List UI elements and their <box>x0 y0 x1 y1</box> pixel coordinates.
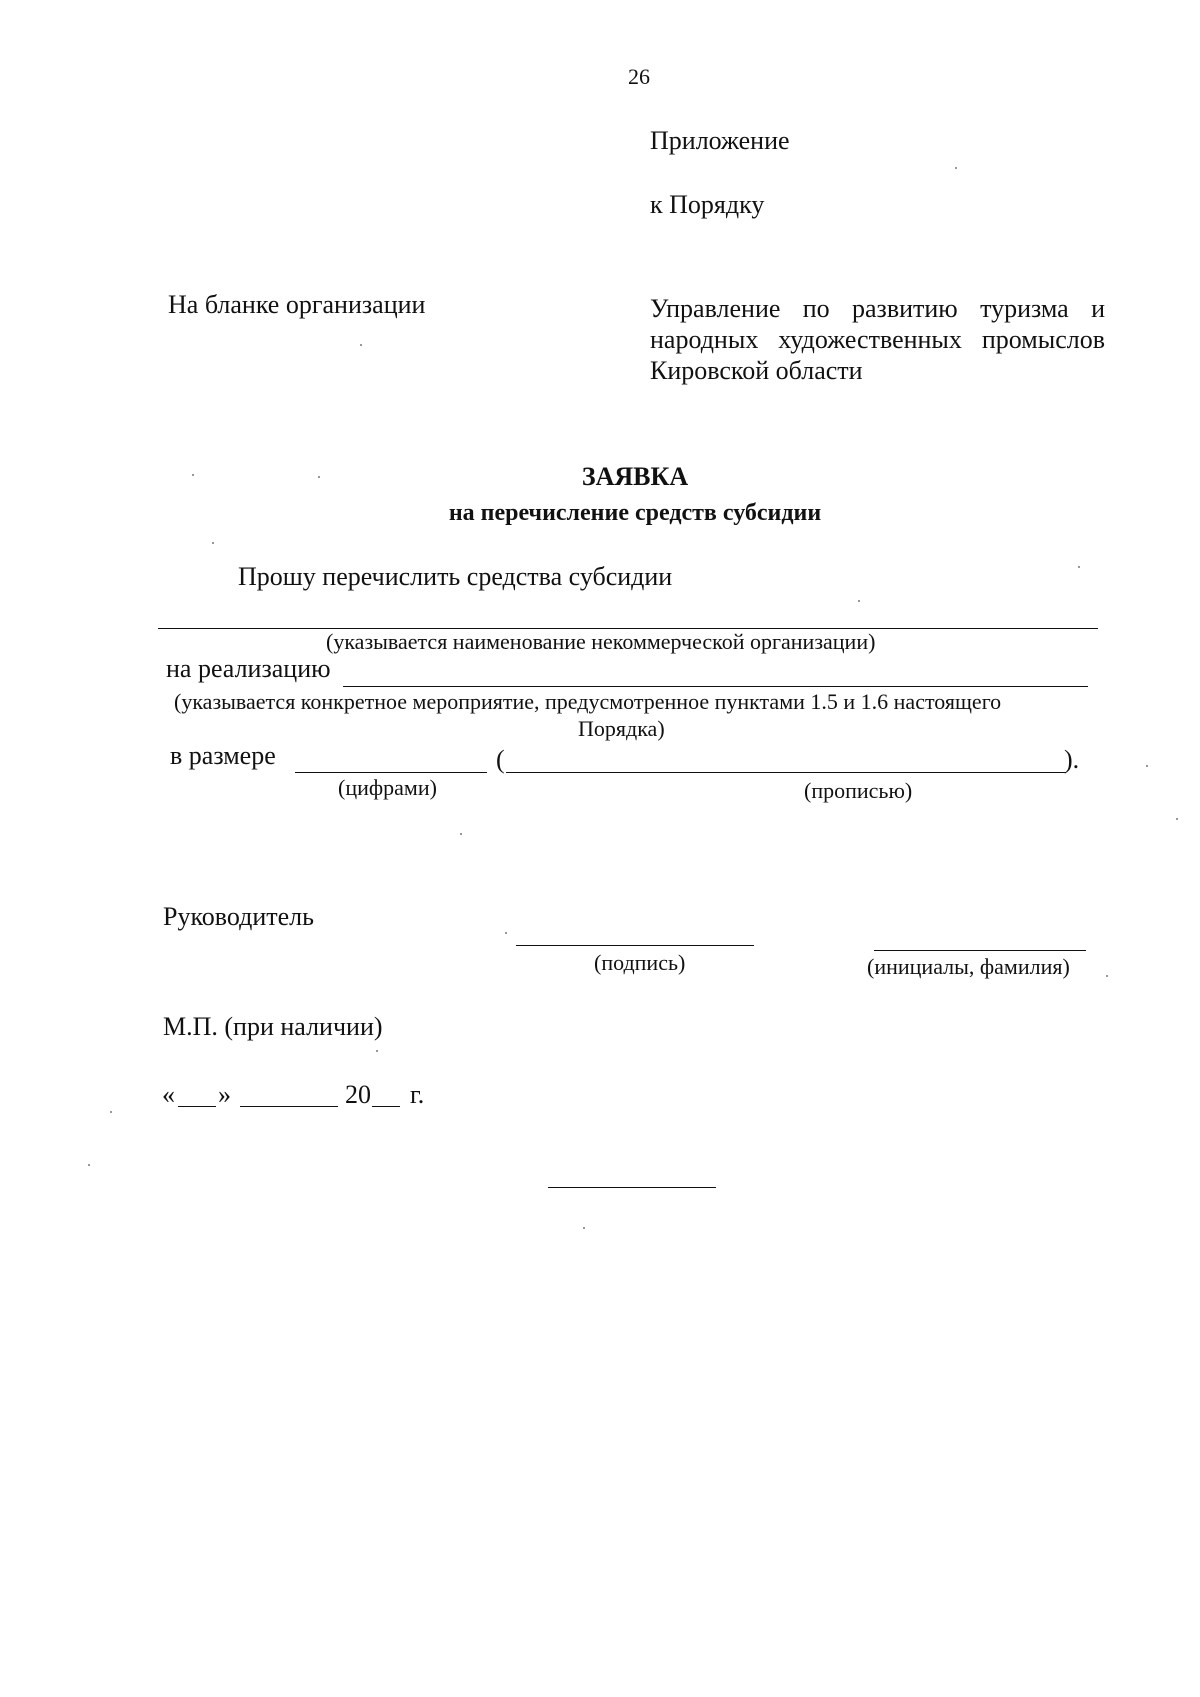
request-text: Прошу перечислить средства субсидии <box>238 562 673 591</box>
page-number: 26 <box>628 64 650 89</box>
date-month-line <box>240 1106 338 1107</box>
scan-speck <box>192 474 194 476</box>
scan-speck <box>110 1111 112 1113</box>
scan-speck <box>1106 975 1108 977</box>
scan-speck <box>88 1164 90 1166</box>
date-close-quote: » <box>218 1080 231 1109</box>
document-subtitle: на перечисление средств субсидии <box>448 500 822 526</box>
signature-hint: (подпись) <box>594 950 686 975</box>
closing-separator <box>548 1187 716 1188</box>
name-hint: (инициалы, фамилия) <box>867 954 1070 979</box>
purpose-line <box>343 686 1088 687</box>
date-day-line <box>178 1106 216 1107</box>
date-open-quote: « <box>162 1080 175 1109</box>
amount-words-line <box>506 772 1066 773</box>
signature-line <box>516 945 754 946</box>
scan-speck <box>955 167 957 169</box>
date-year-line <box>372 1106 400 1107</box>
head-label: Руководитель <box>163 902 314 931</box>
amount-digits-hint: (цифрами) <box>338 775 437 800</box>
purpose-hint: (указывается конкретное мероприятие, предусмотренное пунктами 1.5 и 1.6 настоящего <box>174 689 1002 714</box>
addressee-block: Управление по развитию туризма и народных художественных промыслов Кировской области <box>650 294 1105 385</box>
scan-speck <box>318 476 320 478</box>
scan-speck <box>460 833 462 835</box>
stamp-note: М.П. (при наличии) <box>163 1012 383 1041</box>
scan-speck <box>583 1227 585 1229</box>
scan-speck <box>1078 566 1080 568</box>
amount-close-paren: ). <box>1064 745 1080 774</box>
appendix-title: Приложение <box>650 126 790 155</box>
document-title: ЗАЯВКА <box>581 462 689 491</box>
amount-label: в размере <box>170 741 276 770</box>
appendix-reference: к Порядку <box>650 190 765 219</box>
date-year-prefix: 20 <box>345 1080 371 1109</box>
scan-speck <box>1146 765 1148 767</box>
scan-speck <box>212 542 214 544</box>
amount-open-paren: ( <box>496 745 505 774</box>
name-line <box>874 950 1086 951</box>
amount-words-hint: (прописью) <box>804 778 913 803</box>
purpose-label: на реализацию <box>166 654 331 683</box>
purpose-hint-continued: Порядка) <box>578 716 665 741</box>
date-year-suffix: г. <box>410 1080 425 1109</box>
letterhead-note: На бланке организации <box>168 290 426 319</box>
org-name-hint: (указывается наименование некоммерческой организации) <box>326 629 876 654</box>
scan-speck <box>360 344 362 346</box>
scan-speck <box>1176 818 1178 820</box>
scan-speck <box>505 932 507 934</box>
amount-digits-line <box>295 772 487 773</box>
scan-speck <box>376 1050 378 1052</box>
scan-speck <box>858 600 860 602</box>
